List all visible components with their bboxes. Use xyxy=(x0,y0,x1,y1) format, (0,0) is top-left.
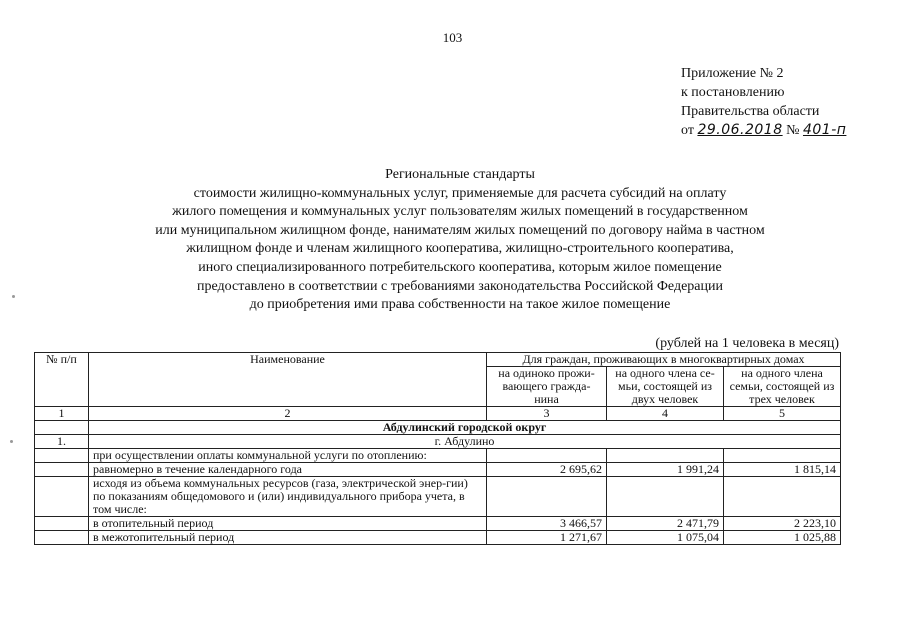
row-value-3: 2 695,62 xyxy=(487,463,607,477)
col-number: 1 xyxy=(35,407,89,421)
locality-name: г. Абдулино xyxy=(89,435,841,449)
number-label: № xyxy=(786,123,800,138)
appendix-line-1: Приложение № 2 xyxy=(681,66,784,81)
header-name: Наименование xyxy=(89,353,487,407)
row-value-5: 2 223,10 xyxy=(724,517,841,531)
table-row xyxy=(35,463,841,477)
units-note: (рублей на 1 человека в месяц) xyxy=(655,336,839,351)
title-line: Региональные стандарты xyxy=(385,167,535,182)
locality-num: 1. xyxy=(35,435,89,449)
locality-row xyxy=(35,435,841,449)
document-title xyxy=(80,166,840,315)
row-value-3: 1 271,67 xyxy=(487,531,607,545)
scan-speck xyxy=(10,440,13,443)
header-col-4: на одного члена се-мьи, состоящей из двух человек xyxy=(607,367,724,407)
row-value-3 xyxy=(487,477,607,517)
row-value-4 xyxy=(607,449,724,463)
row-num-cell xyxy=(35,517,89,531)
row-num-cell xyxy=(35,477,89,517)
row-value-5 xyxy=(724,449,841,463)
appendix-line-3: Правительства области xyxy=(681,104,820,119)
district-num-cell xyxy=(35,421,89,435)
title-line: жилого помещения и коммунальных услуг пользователям жилых помещений в государственном xyxy=(172,204,748,220)
title-line: стоимости жилищно-коммунальных услуг, применяемые для расчета субсидий на оплату xyxy=(193,185,727,201)
title-line: до приобретения ими права собственности на такое жилое помещение xyxy=(249,297,671,313)
title-line: жилищном фонде и членам жилищного кооператива, жилищно-строительного кооператива, xyxy=(186,241,734,257)
row-value-5: 1 815,14 xyxy=(724,463,841,477)
row-value-4: 2 471,79 xyxy=(607,517,724,531)
row-name: в отопительный период xyxy=(89,517,487,531)
row-name: равномерно в течение календарного года xyxy=(89,463,487,477)
row-value-4: 1 991,24 xyxy=(607,463,724,477)
column-number-row xyxy=(35,407,841,421)
row-name: в межотопительный период xyxy=(89,531,487,545)
page-number: 103 xyxy=(442,30,463,45)
row-value-4 xyxy=(607,477,724,517)
appendix-line-2: к постановлению xyxy=(681,85,785,100)
row-name: при осуществлении оплаты коммунальной услуги по отоплению: xyxy=(89,449,487,463)
row-num-cell xyxy=(35,449,89,463)
table-header-row xyxy=(35,353,841,367)
col-number: 2 xyxy=(89,407,487,421)
district-row xyxy=(35,421,841,435)
district-name: Абдулинский городской округ xyxy=(89,421,841,435)
title-line: или муниципальном жилищном фонде, нанимателям жилых помещений по договору найма в частном xyxy=(155,222,765,238)
col-number: 5 xyxy=(724,407,841,421)
title-line: иного специализированного потребительского кооператива, которым жилое помещение xyxy=(198,259,722,275)
header-group: Для граждан, проживающих в многоквартирных домах xyxy=(487,353,841,367)
table-row xyxy=(35,517,841,531)
row-name: исходя из объема коммунальных ресурсов (газа, электрической энер-гии) по показаниям общедомового и (или) индивидуального прибора учета, в том числе: xyxy=(89,477,487,517)
table-row xyxy=(35,449,841,463)
appendix-block xyxy=(681,64,846,140)
header-num: № п/п xyxy=(35,353,89,407)
row-value-5: 1 025,88 xyxy=(724,531,841,545)
row-num-cell xyxy=(35,463,89,477)
table-row xyxy=(35,477,841,517)
appendix-date-line xyxy=(681,121,846,140)
resolution-number: 401-п xyxy=(802,122,847,138)
scan-speck xyxy=(12,295,15,298)
table-row xyxy=(35,531,841,545)
row-value-3: 3 466,57 xyxy=(487,517,607,531)
resolution-date: 29.06.2018 xyxy=(697,122,783,138)
standards-table xyxy=(34,352,841,545)
col-number: 3 xyxy=(487,407,607,421)
row-value-4: 1 075,04 xyxy=(607,531,724,545)
row-num-cell xyxy=(35,531,89,545)
header-col-3: на одиноко прожи-вающего гражда-нина xyxy=(487,367,607,407)
col-number: 4 xyxy=(607,407,724,421)
row-value-5 xyxy=(724,477,841,517)
header-col-5: на одного члена семьи, состоящей из трех человек xyxy=(724,367,841,407)
from-label: от xyxy=(681,123,694,138)
title-line: предоставлено в соответствии с требованиями законодательства Российской Федерации xyxy=(197,278,723,294)
row-value-3 xyxy=(487,449,607,463)
